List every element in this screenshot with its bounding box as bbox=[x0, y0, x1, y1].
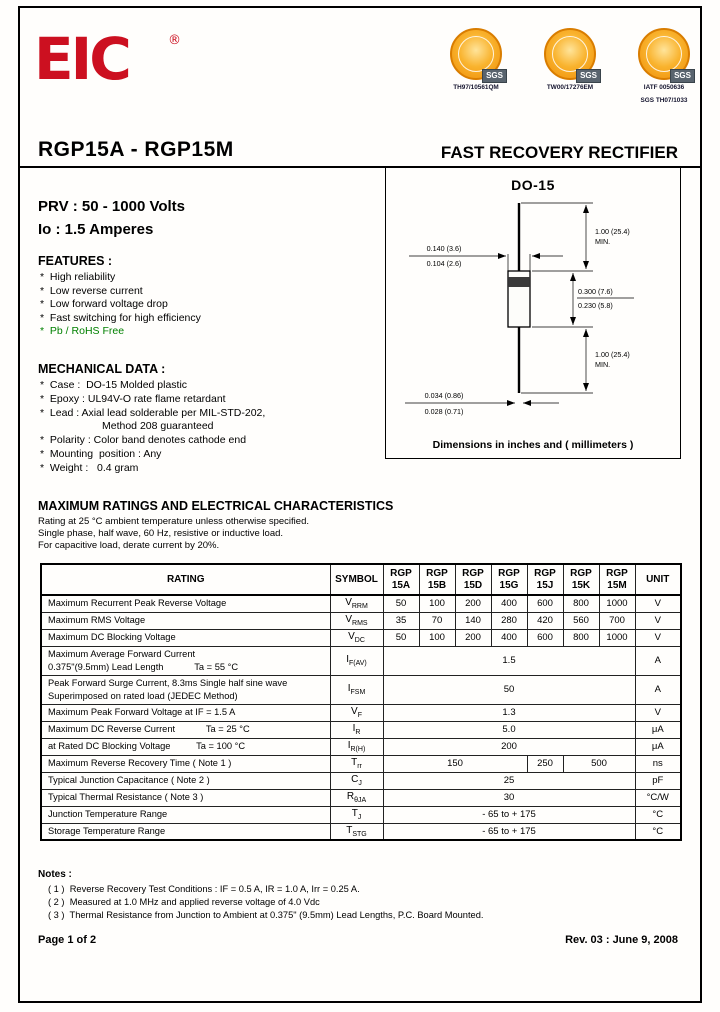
column-header-rating: RATING bbox=[41, 564, 330, 595]
rating-line: Maximum RMS Voltage bbox=[48, 615, 146, 625]
part-suffix: 15J bbox=[536, 579, 554, 591]
symbol-cell: $I_{F(AV)}$ bbox=[330, 646, 383, 675]
symbol-cell: $V_{RMS}$ bbox=[330, 612, 383, 629]
rating-cell bbox=[41, 675, 330, 704]
value-cell: 1.3 bbox=[383, 704, 635, 721]
dim-body-dia-min: 0.104 (2.6) bbox=[426, 259, 462, 268]
mechanical-item: * Weight : 0.4 gram bbox=[40, 461, 139, 474]
unit-cell: A bbox=[635, 675, 681, 704]
table-row bbox=[41, 806, 681, 823]
symbol-cell: $T_{STG}$ bbox=[330, 823, 383, 840]
dim-body-length-max: 0.300 (7.6) bbox=[578, 287, 613, 296]
table-row bbox=[41, 738, 681, 755]
rating-cell bbox=[41, 721, 330, 738]
registered-mark: ® bbox=[168, 33, 181, 48]
symbol-cell: $V_F$ bbox=[330, 704, 383, 721]
feature-item: * Fast switching for high efficiency bbox=[40, 311, 201, 324]
value-cell: 200 bbox=[455, 595, 491, 612]
symbol-cell: $C_J$ bbox=[330, 772, 383, 789]
rating-line: 0.375"(9.5mm) Lead Length Ta = 55 °C bbox=[48, 661, 239, 672]
mechanical-item: * Mounting position : Any bbox=[40, 447, 162, 460]
symbol-cell: $R_{\theta JA}$ bbox=[330, 789, 383, 806]
symbol-cell: $V_{DC}$ bbox=[330, 629, 383, 646]
rating-line: Storage Temperature Range bbox=[48, 825, 166, 836]
certification-badges bbox=[441, 28, 699, 105]
symbol-cell: $T_J$ bbox=[330, 806, 383, 823]
part-number-title: RGP15A - RGP15M bbox=[38, 138, 234, 161]
unit-cell: V bbox=[635, 595, 681, 612]
value-cell: 800 bbox=[563, 595, 599, 612]
eic-logo-graphic bbox=[34, 26, 189, 92]
seal-icon bbox=[544, 28, 596, 80]
diode-symbol bbox=[508, 203, 530, 393]
value-cell: 280 bbox=[491, 612, 527, 629]
dim-lead-bot-min: MIN. bbox=[595, 360, 611, 369]
unit-cell: μA bbox=[635, 738, 681, 755]
certification-badge bbox=[441, 28, 511, 105]
part-suffix: 15M bbox=[607, 579, 627, 591]
rating-line: Typical Junction Capacitance ( Note 2 ) bbox=[48, 775, 210, 785]
dim-lead-top-min: MIN. bbox=[595, 237, 611, 246]
symbol-cell: $I_{R(H)}$ bbox=[330, 738, 383, 755]
rating-line: Maximum Recurrent Peak Reverse Voltage bbox=[48, 598, 227, 609]
ratings-table bbox=[40, 563, 682, 841]
dim-lead-top-length: 1.00 (25.4) bbox=[595, 227, 630, 236]
mechanical-list bbox=[40, 379, 265, 476]
condition-line: Single phase, half wave, 60 Hz, resistive or inductive load. bbox=[38, 528, 284, 539]
rating-cell bbox=[41, 755, 330, 772]
dim-lead-dia-min: 0.028 (0.71) bbox=[424, 407, 464, 416]
feature-item: * Low reverse current bbox=[40, 284, 143, 297]
unit-cell: °C bbox=[635, 806, 681, 823]
column-header-part bbox=[455, 564, 491, 595]
unit-cell: μA bbox=[635, 721, 681, 738]
part-prefix: RGP bbox=[534, 567, 556, 579]
table-row bbox=[41, 789, 681, 806]
rating-cell bbox=[41, 595, 330, 612]
table-row bbox=[41, 823, 681, 840]
symbol-cell: $V_{RRM}$ bbox=[330, 595, 383, 612]
rating-cell bbox=[41, 646, 330, 675]
value-cell: 50 bbox=[383, 675, 635, 704]
condition-line: Rating at 25 °C ambient temperature unless otherwise specified. bbox=[38, 516, 309, 527]
table-row bbox=[41, 704, 681, 721]
column-header-part bbox=[491, 564, 527, 595]
table-row bbox=[41, 755, 681, 772]
rating-line: Maximum Average Forward Current bbox=[48, 648, 196, 659]
unit-cell: V bbox=[635, 629, 681, 646]
rating-line: Typical Thermal Resistance ( Note 3 ) bbox=[48, 792, 204, 802]
value-cell: 250 bbox=[527, 755, 563, 772]
value-cell: 420 bbox=[527, 612, 563, 629]
table-row bbox=[41, 721, 681, 738]
notes-heading: Notes : bbox=[38, 869, 72, 880]
ratings-heading: MAXIMUM RATINGS AND ELECTRICAL CHARACTERISTICS bbox=[38, 499, 394, 513]
column-header-part bbox=[563, 564, 599, 595]
value-cell: 200 bbox=[455, 629, 491, 646]
value-cell: 30 bbox=[383, 789, 635, 806]
table-row bbox=[41, 629, 681, 646]
unit-cell: °C bbox=[635, 823, 681, 840]
dimensions-note: Dimensions in inches and ( millimeters ) bbox=[432, 439, 634, 451]
value-cell: 600 bbox=[527, 595, 563, 612]
note-item: ( 3 ) Thermal Resistance from Junction to Ambient at 0.375" (9.5mm) Lead Lengths, P.C. Board Mounted. bbox=[48, 910, 484, 920]
sgs-logo: SGS bbox=[670, 69, 695, 83]
rating-line: Maximum Reverse Recovery Time ( Note 1 ) bbox=[48, 758, 232, 768]
column-header-symbol: SYMBOL bbox=[330, 564, 383, 595]
value-cell: 1.5 bbox=[383, 646, 635, 675]
rating-line: Maximum Peak Forward Voltage at IF = 1.5 A bbox=[48, 707, 236, 717]
badge-caption: TW00/17276EM bbox=[546, 84, 594, 91]
badge-caption: SGS TH07/1033 bbox=[640, 96, 688, 104]
value-cell: 140 bbox=[455, 612, 491, 629]
value-cell: - 65 to + 175 bbox=[383, 823, 635, 840]
rating-cell bbox=[41, 772, 330, 789]
value-cell: 50 bbox=[383, 595, 419, 612]
feature-item: * Low forward voltage drop bbox=[40, 298, 168, 310]
rating-conditions bbox=[38, 516, 309, 552]
cathode-band bbox=[509, 277, 530, 287]
part-suffix: 15B bbox=[427, 579, 447, 591]
symbol-cell: $I_R$ bbox=[330, 721, 383, 738]
rating-cell bbox=[41, 704, 330, 721]
value-cell: 600 bbox=[527, 629, 563, 646]
value-cell: 400 bbox=[491, 629, 527, 646]
symbol-cell: $T_{rr}$ bbox=[330, 755, 383, 772]
part-prefix: RGP bbox=[606, 567, 628, 579]
rating-line: Maximum DC Reverse Current Ta = 25 °C bbox=[48, 724, 250, 734]
dim-lead-bot-length: 1.00 (25.4) bbox=[595, 350, 630, 359]
unit-cell: °C/W bbox=[635, 789, 681, 806]
mechanical-item: * Case : DO-15 Molded plastic bbox=[40, 379, 188, 391]
value-cell: 5.0 bbox=[383, 721, 635, 738]
unit-cell: pF bbox=[635, 772, 681, 789]
package-outline-box bbox=[385, 167, 681, 459]
unit-cell: A bbox=[635, 646, 681, 675]
value-cell: 700 bbox=[599, 612, 635, 629]
dim-body-dia-max: 0.140 (3.6) bbox=[426, 244, 462, 253]
badge-caption: IATF 0050636 bbox=[643, 84, 685, 91]
mechanical-item: * Polarity : Color band denotes cathode end bbox=[40, 434, 247, 447]
value-cell: 800 bbox=[563, 629, 599, 646]
mechanical-item: * Lead : Axial lead solderable per MIL-STD-202, bbox=[40, 406, 266, 419]
revision-date: Rev. 03 : June 9, 2008 bbox=[565, 934, 678, 946]
rating-line: Maximum DC Blocking Voltage bbox=[48, 632, 176, 642]
rating-line: Junction Temperature Range bbox=[48, 809, 168, 819]
features-list bbox=[40, 271, 201, 339]
io-rating: Io : 1.5 Amperes bbox=[38, 221, 154, 238]
part-suffix: 15D bbox=[463, 579, 483, 591]
page-number: Page 1 of 2 bbox=[38, 934, 97, 946]
value-cell: 400 bbox=[491, 595, 527, 612]
notes-list bbox=[48, 883, 483, 922]
rating-cell bbox=[41, 806, 330, 823]
mechanical-item: Method 208 guaranteed bbox=[102, 420, 214, 433]
badge-caption: TH97/10561QM bbox=[453, 84, 499, 91]
column-header-part bbox=[527, 564, 563, 595]
table-row bbox=[41, 646, 681, 675]
seal-icon bbox=[638, 28, 690, 80]
product-title: FAST RECOVERY RECTIFIER bbox=[440, 143, 678, 162]
part-prefix: RGP bbox=[426, 567, 448, 579]
value-cell: 1000 bbox=[599, 629, 635, 646]
part-prefix: RGP bbox=[570, 567, 592, 579]
value-cell: 70 bbox=[419, 612, 455, 629]
rating-cell bbox=[41, 823, 330, 840]
column-header-part bbox=[599, 564, 635, 595]
dim-lead-dia-max: 0.034 (0.86) bbox=[424, 391, 464, 400]
mechanical-heading: MECHANICAL DATA : bbox=[38, 362, 166, 376]
eic-logo-text: EIC bbox=[34, 26, 129, 92]
value-cell: 35 bbox=[383, 612, 419, 629]
dim-body-length-min: 0.230 (5.8) bbox=[578, 301, 613, 310]
package-drawing bbox=[387, 195, 681, 447]
unit-cell: V bbox=[635, 704, 681, 721]
feature-item: * Pb / RoHS Free bbox=[40, 325, 125, 337]
rating-cell bbox=[41, 738, 330, 755]
column-header-part bbox=[419, 564, 455, 595]
package-name: DO-15 bbox=[511, 177, 555, 193]
value-cell: 100 bbox=[419, 629, 455, 646]
table-row bbox=[41, 595, 681, 612]
part-prefix: RGP bbox=[390, 567, 412, 579]
rating-cell bbox=[41, 629, 330, 646]
part-prefix: RGP bbox=[498, 567, 520, 579]
sgs-logo: SGS bbox=[482, 69, 507, 83]
value-cell: 560 bbox=[563, 612, 599, 629]
value-cell: 200 bbox=[383, 738, 635, 755]
value-cell: - 65 to + 175 bbox=[383, 806, 635, 823]
seal-icon bbox=[450, 28, 502, 80]
part-suffix: 15A bbox=[391, 579, 411, 591]
value-cell: 50 bbox=[383, 629, 419, 646]
value-cell: 100 bbox=[419, 595, 455, 612]
rating-cell bbox=[41, 789, 330, 806]
column-header-part bbox=[383, 564, 419, 595]
value-cell: 500 bbox=[563, 755, 635, 772]
part-suffix: 15K bbox=[571, 579, 591, 591]
mechanical-item: * Epoxy : UL94V-O rate flame retardant bbox=[40, 392, 226, 405]
column-header-unit: UNIT bbox=[635, 564, 681, 595]
value-cell: 150 bbox=[383, 755, 527, 772]
part-suffix: 15G bbox=[499, 579, 519, 591]
certification-badge bbox=[629, 28, 699, 105]
value-cell: 25 bbox=[383, 772, 635, 789]
rating-line: Peak Forward Surge Current, 8.3ms Single half sine wave bbox=[48, 677, 288, 688]
condition-line: For capacitive load, derate current by 20%. bbox=[38, 540, 220, 551]
value-cell: 1000 bbox=[599, 595, 635, 612]
table-row bbox=[41, 772, 681, 789]
certification-badge bbox=[535, 28, 605, 105]
unit-cell: V bbox=[635, 612, 681, 629]
note-item: ( 1 ) Reverse Recovery Test Conditions : IF = 0.5 A, IR = 1.0 A, Irr = 0.25 A. bbox=[48, 884, 360, 894]
table-row bbox=[41, 675, 681, 704]
table-header-row bbox=[41, 564, 681, 595]
rating-cell bbox=[41, 612, 330, 629]
rating-line: at Rated DC Blocking Voltage Ta = 100 °C bbox=[48, 741, 246, 751]
table-row bbox=[41, 612, 681, 629]
symbol-cell: $I_{FSM}$ bbox=[330, 675, 383, 704]
features-heading: FEATURES : bbox=[38, 254, 113, 268]
feature-item: * High reliability bbox=[40, 271, 116, 283]
rating-line: Superimposed on rated load (JEDEC Method) bbox=[48, 690, 238, 701]
sgs-logo: SGS bbox=[576, 69, 601, 83]
eic-logo bbox=[34, 26, 189, 97]
unit-cell: ns bbox=[635, 755, 681, 772]
part-prefix: RGP bbox=[462, 567, 484, 579]
note-item: ( 2 ) Measured at 1.0 MHz and applied reverse voltage of 4.0 Vdc bbox=[48, 897, 320, 907]
prv-rating: PRV : 50 - 1000 Volts bbox=[38, 198, 186, 215]
